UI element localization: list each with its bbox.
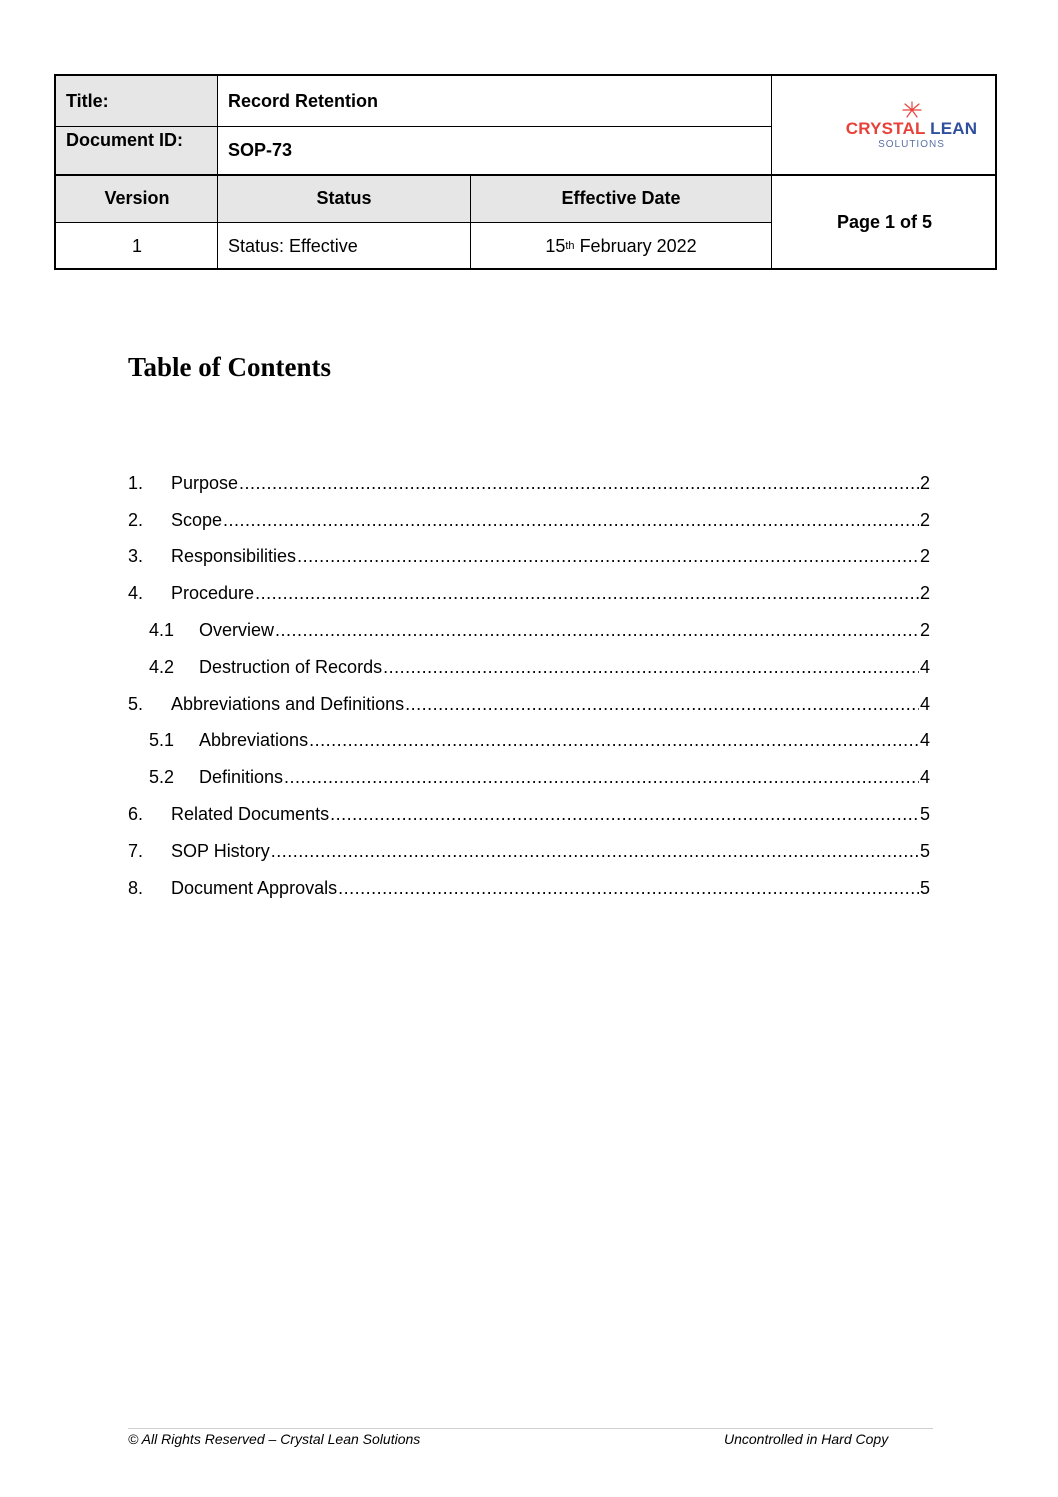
toc-entry-page: 4	[919, 656, 930, 677]
toc-title: Table of Contents	[128, 352, 332, 382]
footer-divider	[128, 1428, 933, 1429]
toc-entry-page: 2	[919, 546, 930, 567]
footer-uncontrolled-note: Uncontrolled in Hard Copy	[724, 1431, 889, 1447]
toc-entry-label[interactable]: Scope	[171, 509, 223, 530]
toc-entry[interactable]	[128, 833, 930, 870]
toc-dot-leader	[275, 620, 919, 641]
toc-entry[interactable]	[128, 575, 930, 612]
toc-entry-number: 4.	[128, 583, 144, 604]
toc-entry[interactable]	[128, 649, 930, 686]
toc-dot-leader	[338, 878, 919, 899]
company-logo	[826, 76, 997, 174]
toc-entry-label[interactable]: Destruction of Records	[199, 656, 383, 677]
toc-dot-leader	[284, 767, 919, 788]
document-header-table	[54, 74, 997, 270]
toc-entry-number: 5.2	[149, 767, 175, 788]
toc-entry[interactable]	[128, 723, 930, 760]
toc-entry-page: 5	[919, 840, 930, 861]
toc-dot-leader	[297, 546, 919, 567]
document-id-label: Document ID:	[56, 126, 218, 174]
toc-dot-leader	[405, 694, 919, 715]
starburst-icon	[901, 101, 923, 119]
title-value: Record Retention	[228, 90, 379, 111]
toc-entry-number: 5.1	[149, 730, 175, 751]
effective-date-header: Effective Date	[470, 174, 772, 222]
toc-entry-number: 3.	[128, 546, 144, 567]
status-value: Status: Effective	[228, 235, 358, 256]
document-id-value: SOP-73	[228, 139, 293, 160]
toc-entry-page: 4	[919, 730, 930, 751]
toc-entry-label[interactable]: Responsibilities	[171, 546, 297, 567]
toc-entry-page: 2	[919, 620, 930, 641]
toc-dot-leader	[223, 510, 919, 531]
toc-entry-label[interactable]: Abbreviations and Definitions	[171, 693, 405, 714]
toc-entry[interactable]	[128, 759, 930, 796]
toc-dot-leader	[330, 804, 919, 825]
page-indicator: Page 1 of 5	[836, 211, 933, 232]
logo-subtitle: SOLUTIONS	[878, 138, 945, 150]
toc-entry[interactable]	[128, 465, 930, 502]
toc-entry-number: 2.	[128, 509, 144, 530]
table-of-contents	[128, 465, 930, 907]
toc-entry[interactable]	[128, 870, 930, 907]
toc-entry-number: 8.	[128, 877, 144, 898]
toc-entry[interactable]	[128, 539, 930, 576]
toc-entry-number: 4.2	[149, 656, 175, 677]
toc-dot-leader	[309, 730, 919, 751]
title-label: Title:	[56, 76, 218, 126]
toc-entry-page: 2	[919, 583, 930, 604]
version-value: 1	[131, 235, 142, 256]
toc-entry-page: 4	[919, 693, 930, 714]
toc-entry[interactable]	[128, 796, 930, 833]
toc-entry-label[interactable]: Document Approvals	[171, 877, 338, 898]
status-header: Status	[218, 174, 470, 222]
toc-entry-page: 4	[919, 767, 930, 788]
logo-wordmark: CRYSTAL LEAN	[845, 118, 978, 138]
toc-entry-label[interactable]: Overview	[199, 620, 275, 641]
toc-entry[interactable]	[128, 686, 930, 723]
toc-entry-page: 2	[919, 472, 930, 493]
toc-entry[interactable]	[128, 612, 930, 649]
toc-entry[interactable]	[128, 502, 930, 539]
effective-date-value: 15 th February 2022	[545, 235, 697, 256]
toc-entry-number: 6.	[128, 804, 144, 825]
toc-entry-number: 7.	[128, 840, 144, 861]
toc-entry-label[interactable]: Related Documents	[171, 804, 330, 825]
toc-entry-page: 5	[919, 877, 930, 898]
toc-dot-leader	[239, 473, 919, 494]
toc-entry-label[interactable]: Definitions	[199, 767, 284, 788]
toc-entry-page: 2	[919, 509, 930, 530]
toc-dot-leader	[383, 657, 919, 678]
toc-entry-label[interactable]: Abbreviations	[199, 730, 309, 751]
toc-dot-leader	[255, 583, 919, 604]
toc-entry-number: 5.	[128, 693, 144, 714]
toc-entry-page: 5	[919, 804, 930, 825]
toc-entry-label[interactable]: SOP History	[171, 840, 270, 861]
toc-entry-label[interactable]: Procedure	[171, 583, 255, 604]
toc-dot-leader	[271, 841, 919, 862]
version-header: Version	[56, 174, 218, 222]
footer-copyright: © All Rights Reserved – Crystal Lean Solutions	[128, 1431, 421, 1447]
toc-entry-number: 4.1	[149, 620, 175, 641]
toc-entry-label[interactable]: Purpose	[171, 472, 239, 493]
toc-entry-number: 1.	[128, 472, 144, 493]
